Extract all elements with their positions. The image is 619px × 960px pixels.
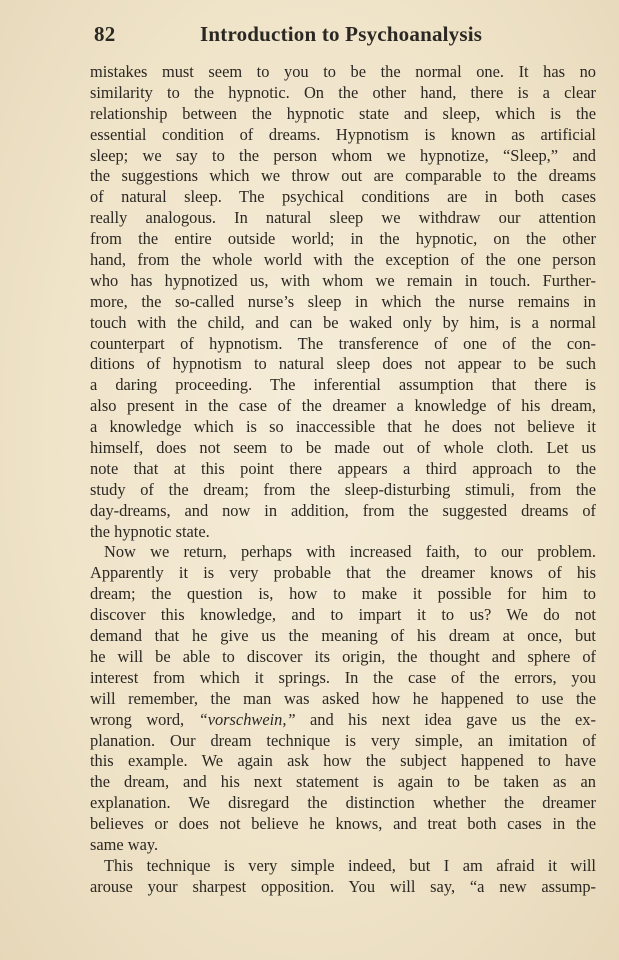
text-line: counterpart of hypnotism. The transference of one of the con- [90, 333, 596, 353]
text-segment: wrong word, [90, 709, 199, 729]
text-line: explanation. We disregard the distinction whether the dreamer [90, 793, 596, 813]
text-line: will remember, the man was asked how he happened to use the [90, 688, 596, 708]
text-line: demand that he give us the meaning of his dream at once, but [90, 626, 596, 646]
text-line: he will be able to discover its origin, the thought and sphere of [90, 646, 596, 666]
text-line: himself, does not seem to be made out of whole cloth. Let us [90, 438, 596, 458]
text-line: hand, from the whole world with the exception of the one person [90, 250, 596, 270]
text-line: from the entire outside world; in the hypnotic, on the other [90, 229, 596, 249]
text-line: the hypnotic state. [90, 521, 210, 541]
text-line: day-dreams, and now in addition, from the suggested dreams of [90, 500, 596, 520]
text-line: the dream, and his next statement is again to be taken as an [90, 772, 596, 792]
paragraph-1 [90, 62, 596, 542]
page-number: 82 [94, 22, 116, 46]
text-line: this example. We again ask how the subject happened to have [90, 751, 596, 771]
text-line: Now we return, perhaps with increased faith, to our problem. [104, 542, 596, 562]
text-line: arouse your sharpest opposition. You will say, “a new assump- [90, 876, 596, 896]
text-line: more, the so-called nurse’s sleep in which the nurse remains in [90, 291, 596, 311]
text-line: relationship between the hypnotic state and sleep, which is the [90, 103, 596, 123]
text-line: believes or does not believe he knows, and treat both cases in the [90, 814, 596, 834]
text-line: This technique is very simple indeed, but I am afraid it will [104, 855, 596, 875]
page-header [94, 22, 585, 50]
text-line: touch with the child, and can be waked only by him, is a normal [90, 312, 596, 332]
text-line: really analogous. In natural sleep we withdraw our attention [90, 208, 596, 228]
text-line: also present in the case of the dreamer a knowledge of his dream, [90, 396, 596, 416]
italic-term: “vorschwein,” [198, 709, 296, 729]
text-line: study of the dream; from the sleep-disturbing stimuli, from the [90, 479, 596, 499]
text-line: dream; the question is, how to make it possible for him to [90, 584, 596, 604]
text-line: essential condition of dreams. Hypnotism is known as artificial [90, 124, 596, 144]
text-line-with-italic [90, 710, 596, 731]
text-line: the suggestions which we throw out are comparable to the dreams [90, 166, 596, 186]
text-segment: and his next idea gave us the ex- [295, 709, 596, 729]
paragraph-2 [90, 542, 596, 855]
body-text [90, 62, 596, 898]
text-line: same way. [90, 834, 159, 854]
text-line: Apparently it is very probable that the dreamer knows of his [90, 563, 596, 583]
text-line: of natural sleep. The psychical conditions are in both cases [90, 187, 596, 207]
text-line: interest from which it springs. In the case of the errors, you [90, 667, 596, 687]
text-line: note that at this point there appears a third approach to the [90, 458, 596, 478]
paragraph-3 [90, 856, 596, 898]
text-line: planation. Our dream technique is very simple, an imitation of [90, 730, 596, 750]
text-line: similarity to the hypnotic. On the other hand, there is a clear [90, 82, 596, 102]
text-line: sleep; we say to the person whom we hypnotize, “Sleep,” and [90, 145, 596, 165]
text-line: discover this knowledge, and to impart it to us? We do not [90, 605, 596, 625]
text-line: who has hypnotized us, with whom we remain in touch. Further- [90, 270, 596, 290]
text-line: ditions of hypnotism to natural sleep does not appear to be such [90, 354, 596, 374]
text-line: a daring proceeding. The inferential assumption that there is [90, 375, 596, 395]
text-line: mistakes must seem to you to be the normal one. It has no [90, 62, 596, 81]
text-line: a knowledge which is so inaccessible that he does not believe it [90, 417, 596, 437]
running-title: Introduction to Psychoanalysis [200, 22, 483, 46]
